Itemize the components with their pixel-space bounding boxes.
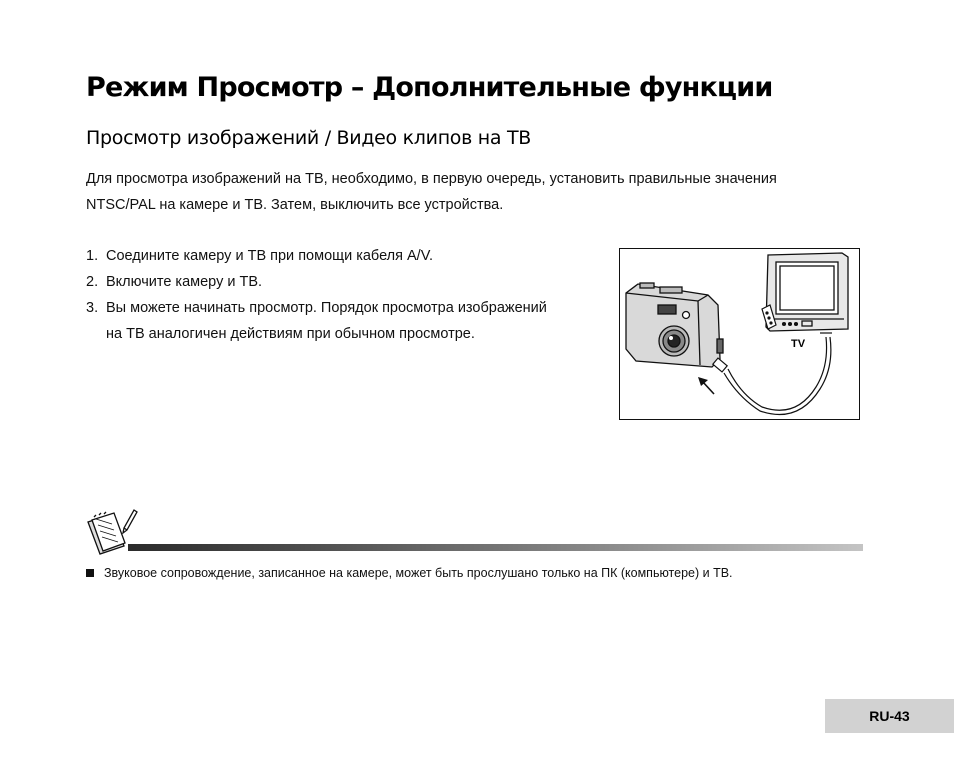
note-divider-bar [128, 544, 863, 551]
step-number: 3. [86, 300, 99, 316]
steps-list [86, 243, 556, 347]
step-number: 1. [86, 248, 99, 264]
step-text: Включите камеру и ТВ. [106, 274, 263, 290]
camera-icon [626, 283, 723, 367]
section-subtitle: Просмотр изображений / Видео клипов на ТВ [86, 127, 532, 149]
note-text: Звуковое сопровождение, записанное на камере, может быть прослушано только на ПК (компьютере) и ТВ. [104, 566, 733, 580]
step-text: Вы можете начинать просмотр. Порядок просмотра изображений на ТВ аналогичен действиям при обычном просмотре. [106, 300, 547, 342]
arrow-icon [698, 377, 714, 394]
tv-icon [766, 253, 848, 331]
page-number: RU-43 [869, 708, 910, 724]
step-item [86, 243, 556, 269]
connection-figure [619, 248, 860, 420]
step-number: 2. [86, 274, 99, 290]
step-item [86, 295, 556, 347]
cable-icon [713, 333, 832, 415]
intro-paragraph: Для просмотра изображений на ТВ, необходимо, в первую очередь, установить правильные значения NTSC/PAL на камере и ТВ. Затем, выключить все устройства. [86, 171, 777, 213]
tv-label: TV [791, 338, 806, 350]
bullet-square-icon [86, 569, 94, 577]
page-title: Режим Просмотр – Дополнительные функции [86, 72, 773, 103]
note-item [86, 566, 846, 580]
connection-diagram [620, 249, 858, 418]
step-item [86, 269, 556, 295]
step-text: Соедините камеру и ТВ при помощи кабеля A/V. [106, 248, 434, 264]
page-number-badge [825, 699, 954, 733]
